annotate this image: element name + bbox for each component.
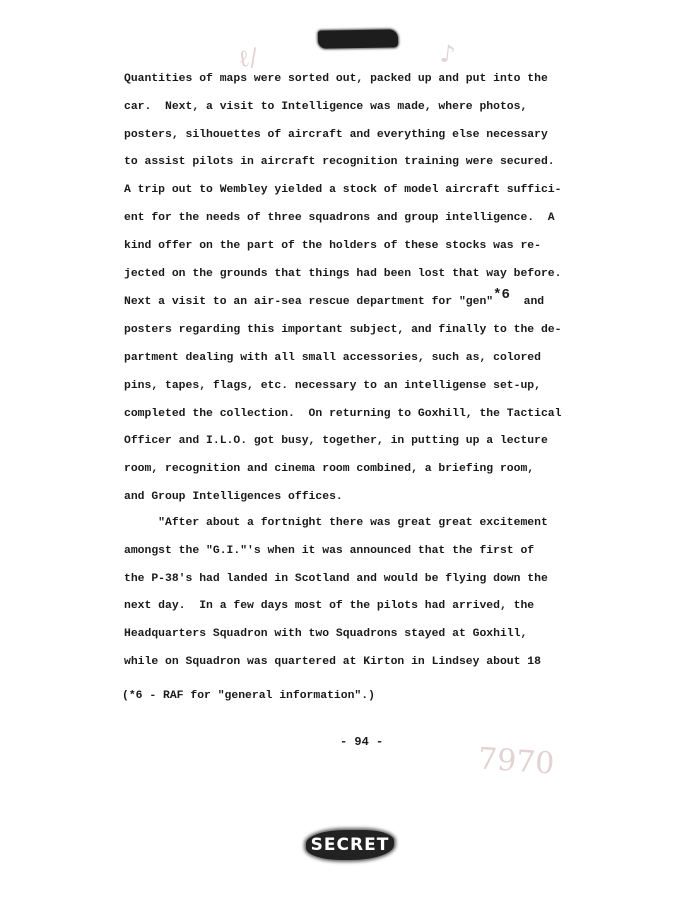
text-line: and Group Intelligences offices. [124, 490, 343, 503]
handwritten-mark: 7970 [476, 741, 556, 782]
text-line: Quantities of maps were sorted out, packed up and put into the [124, 73, 548, 85]
handwritten-mark: ♪ [438, 39, 457, 69]
text-line: Officer and I.L.O. got busy, together, in putting up a lecture [124, 435, 548, 448]
text-line: A trip out to Wembley yielded a stock of model aircraft suffici- [124, 184, 562, 197]
text-line: partment dealing with all small accessories, such as, colored [124, 351, 541, 364]
handwritten-mark: ℓ/ [236, 42, 260, 74]
footnote: (*6 - RAF for "general information".) [122, 690, 375, 702]
text-line: the P-38's had landed in Scotland and would be flying down the [124, 572, 548, 585]
text-line: to assist pilots in aircraft recognition training were secured. [124, 156, 555, 169]
paragraph-1 [124, 66, 572, 512]
text-line: "After about a fortnight there was great great excitement [124, 517, 548, 529]
text-line: posters, silhouettes of aircraft and everything else necessary [124, 128, 548, 141]
text-line: posters regarding this important subject, and finally to the de- [124, 324, 562, 337]
secret-stamp-bottom: SECRET [306, 830, 394, 860]
text-line: pins, tapes, flags, etc. necessary to an intelligense set-up, [124, 379, 541, 392]
text-line: Next a visit to an air-sea rescue department for "gen" [124, 296, 494, 309]
text-line: next day. In a few days most of the pilots had arrived, the [124, 600, 535, 613]
text-line: jected on the grounds that things had been lost that way before. [124, 267, 562, 280]
text-line: completed the collection. On returning to Goxhill, the Tactical [124, 407, 562, 420]
footnote-reference: *6 [493, 287, 510, 304]
paragraph-2 [124, 510, 572, 677]
secret-stamp-top [318, 29, 398, 48]
text-line: Headquarters Squadron with two Squadrons stayed at Goxhill, [124, 628, 528, 641]
text-line-continuation: and [509, 296, 545, 309]
text-line: amongst the "G.I."'s when it was announced that the first of [124, 544, 535, 557]
text-line: while on Squadron was quartered at Kirton in Lindsey about 18 [124, 655, 541, 668]
text-line: room, recognition and cinema room combined, a briefing room, [124, 463, 535, 476]
page-number: - 94 - [340, 735, 384, 749]
text-line: car. Next, a visit to Intelligence was made, where photos, [124, 100, 528, 113]
text-line: ent for the needs of three squadrons and group intelligence. A [124, 211, 555, 224]
text-line: kind offer on the part of the holders of these stocks was re- [124, 239, 541, 252]
